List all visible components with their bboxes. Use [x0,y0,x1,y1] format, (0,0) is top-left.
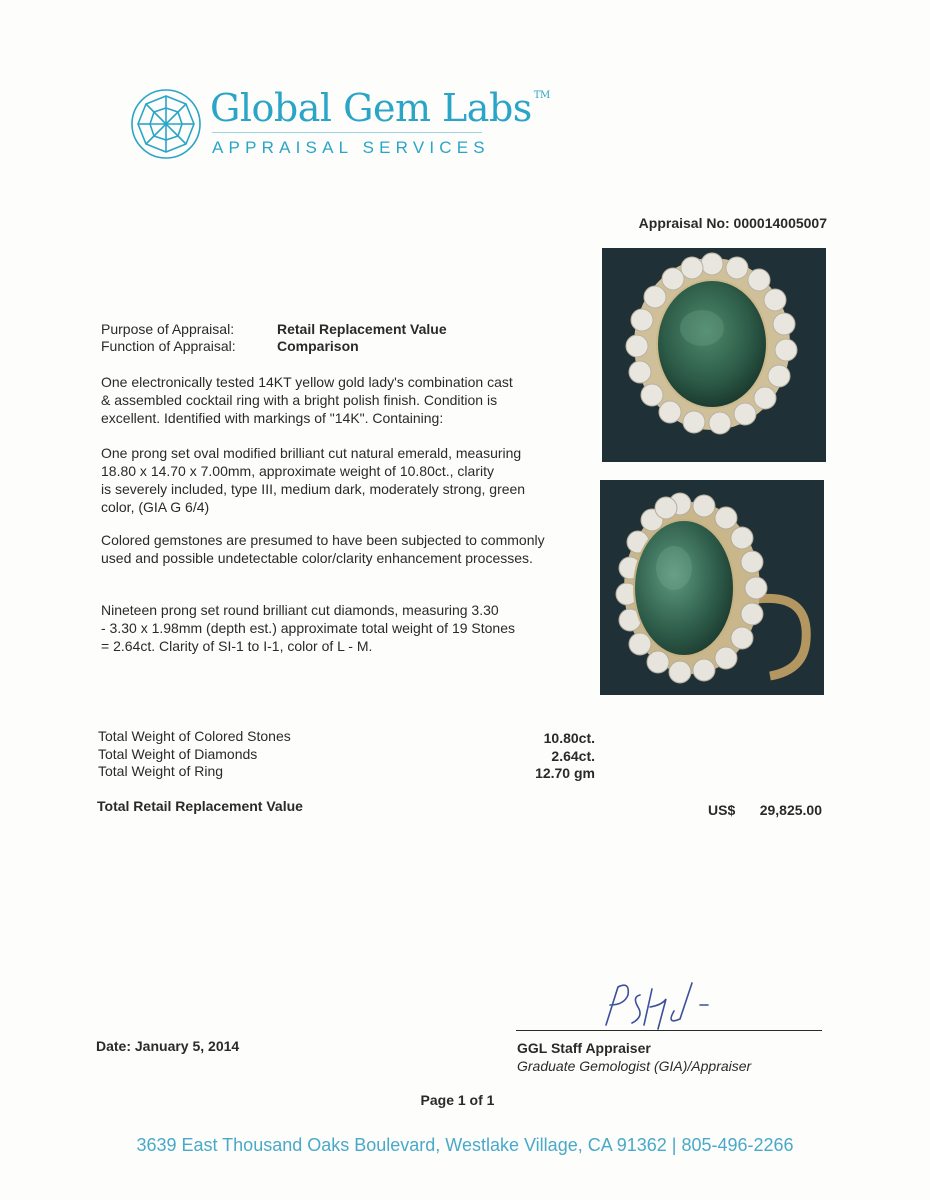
function-row [101,337,521,355]
function-value: Comparison [277,338,359,354]
total-ring-weight-value: 12.70 gm [535,765,595,781]
page-number: Page 1 of 1 [420,1092,495,1108]
treatment-disclosure: Colored gemstones are presumed to have been subjected to commonly used and possible undetectable color/clarity enhancement processes. [101,532,545,566]
appraiser-title: GGL Staff Appraiser [517,1040,651,1056]
total-ring-weight-label: Total Weight of Ring [98,763,224,779]
signature-line [516,1030,822,1031]
trademark: TM [533,90,550,101]
company-name: Global Gem Labs ™ [210,86,550,130]
total-colored-stones-value: 10.80ct. [543,730,595,746]
appraisal-number: Appraisal No: 000014005007 [638,215,827,231]
ring-description: One electronically tested 14KT yellow gold lady's combination cast & assembled cocktail ring with a bright polish finish. Condition is excellent. Identified with markings of "14K". Containing: [101,374,513,426]
footer-address: 3639 East Thousand Oaks Boulevard, Westlake Village, CA 91362 | 805-496-2266 [136,1135,794,1155]
purpose-row [101,320,521,338]
retail-value-label: Total Retail Replacement Value [97,798,303,814]
logo-divider [212,132,482,133]
function-label: Function of Appraisal: [101,338,236,354]
retail-value-amount: 29,825.00 [759,802,822,818]
appraiser-signature [596,975,726,1035]
company-tagline: APPRAISAL SERVICES [212,138,490,157]
retail-value-currency: US$ [708,802,736,818]
ring-top-view-photo [602,248,826,462]
ring-side-view-photo [600,480,824,695]
purpose-value: Retail Replacement Value [277,321,447,337]
emerald-description: One prong set oval modified brilliant cut natural emerald, measuring 18.80 x 14.70 x 7.00mm, approximate weight of 10.80ct., clarity is severely included, type III, medium dark, moderately strong, green color, (GIA G 6/4) [101,445,526,515]
purpose-label: Purpose of Appraisal: [101,321,235,337]
appraiser-credential: Graduate Gemologist (GIA)/Appraiser [517,1058,752,1074]
total-colored-stones-label: Total Weight of Colored Stones [98,728,291,744]
total-diamonds-value: 2.64ct. [551,748,595,764]
diamonds-description: Nineteen prong set round brilliant cut diamonds, measuring 3.30 - 3.30 x 1.98mm (depth est.) approximate total weight of 19 Stones = 2.64ct. Clarity of SI-1 to I-1, color of L - M. [101,602,515,654]
appraisal-date: Date: January 5, 2014 [96,1038,240,1054]
total-diamonds-label: Total Weight of Diamonds [98,746,258,762]
gem-outline-icon [130,88,202,160]
